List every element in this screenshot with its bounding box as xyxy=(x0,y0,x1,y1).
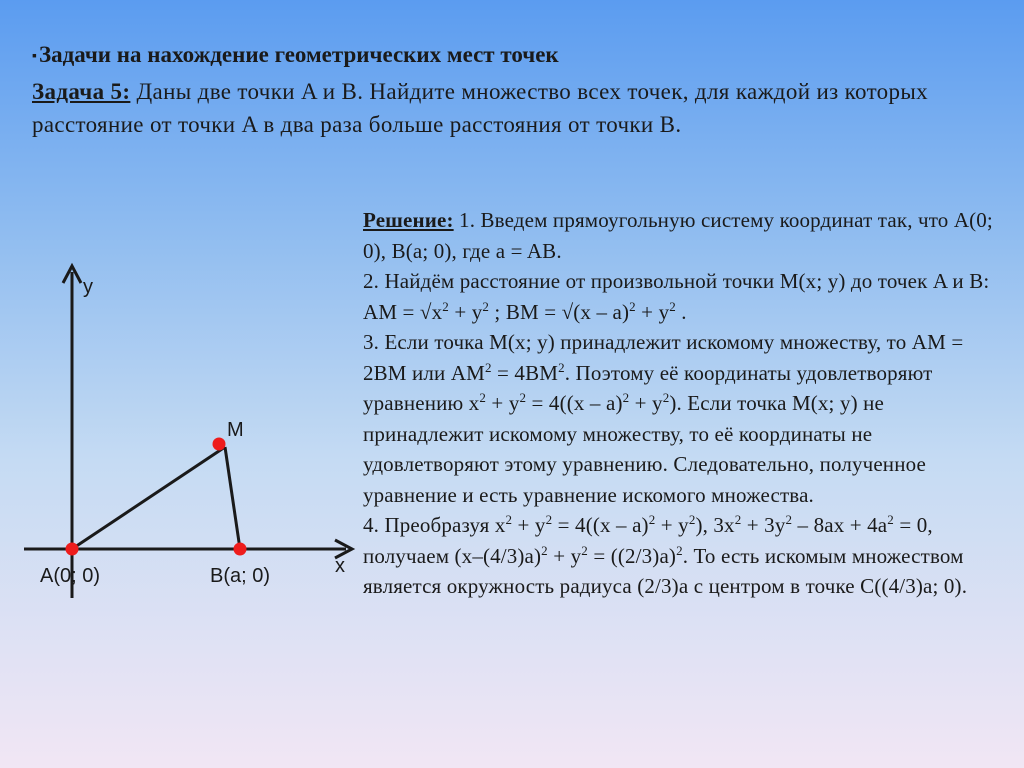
superscript: 2 xyxy=(622,390,630,405)
solution-heading: Решение: xyxy=(363,208,454,232)
superscript: 2 xyxy=(484,359,492,375)
superscript: 2 xyxy=(688,512,696,527)
superscript: 2 xyxy=(541,542,548,558)
solution-step-4: 4. Преобразуя $x^2 + y^2 = 4((x - a)^2 + y^2)$, $3x^2 + 3y^2 - 8ax + 4a^2 = 0$, получаем $(x-(4/3)a)^2 + y^2 = ((2/3)a)^2$. То есть искомым множеством является окружность радиуса (2/3)a с центром в точке C((4/3)a; 0). xyxy=(363,512,968,598)
solution-text xyxy=(363,205,993,602)
slide-title xyxy=(32,40,1002,73)
superscript: 2 xyxy=(669,298,676,314)
solution-step-3: 3. Если точка M(x; y) принадлежит искомому множеству, то AM = 2BM или $AM^2 = 4BM^2$. Поэтому её координаты удовлетворяют уравнению $x^2 + y^2 = 4((x - a)^2 + y^2)$. Если точка M(x; y) не принадлежит искомому множеству, то её координаты не удовлетворяют этому уравнению. Следовательно, полученное уравнение и есть уравнение искомого множества. xyxy=(363,330,964,507)
superscript: 2 xyxy=(479,390,487,405)
superscript: 2 xyxy=(581,542,588,558)
segment-am xyxy=(72,447,225,549)
point-m-label: M xyxy=(227,419,244,441)
solution-step-2: 2. Найдём расстояние от произвольной точки M(x; y) до точек A и B: AM = $√x^2 + y^2$ ; BM = $√(x - a)^2 + y^2$ . xyxy=(363,269,990,324)
superscript: 2 xyxy=(662,390,670,405)
task-label: Задача 5: xyxy=(32,79,131,104)
superscript: 2 xyxy=(734,512,742,527)
segment-bm xyxy=(225,447,240,549)
point-m xyxy=(213,438,226,451)
x-axis-label: x xyxy=(335,555,345,577)
superscript: 2 xyxy=(442,298,449,314)
superscript: 2 xyxy=(785,512,793,527)
y-axis-label: y xyxy=(83,276,93,298)
point-b-label: B(a; 0) xyxy=(210,565,271,587)
point-a-label: A(0; 0) xyxy=(40,565,101,587)
point-b xyxy=(234,543,247,556)
superscript: 2 xyxy=(676,542,683,558)
task-header xyxy=(32,40,1002,141)
bullet-icon: ▪ xyxy=(32,49,37,64)
superscript: 2 xyxy=(505,512,513,527)
point-a xyxy=(66,543,79,556)
task-statement xyxy=(32,75,1002,141)
coordinate-diagram xyxy=(0,255,380,605)
task-text: Даны две точки A и B. Найдите множество всех точек, для каждой из которых расстояние от точки A в два раза больше расстояния от точки B. xyxy=(32,79,929,137)
superscript: 2 xyxy=(629,298,636,314)
solution-step-1: Решение: 1. Введем прямоугольную систему координат так, что A(0; 0), B(a; 0), где a = AB. xyxy=(363,208,993,263)
superscript: 2 xyxy=(558,359,565,375)
superscript: 2 xyxy=(482,298,490,314)
superscript: 2 xyxy=(545,512,553,527)
superscript: 2 xyxy=(519,390,527,405)
superscript: 2 xyxy=(887,512,894,527)
superscript: 2 xyxy=(648,512,656,527)
title-text: Задачи на нахождение геометрических мест точек xyxy=(38,42,559,67)
